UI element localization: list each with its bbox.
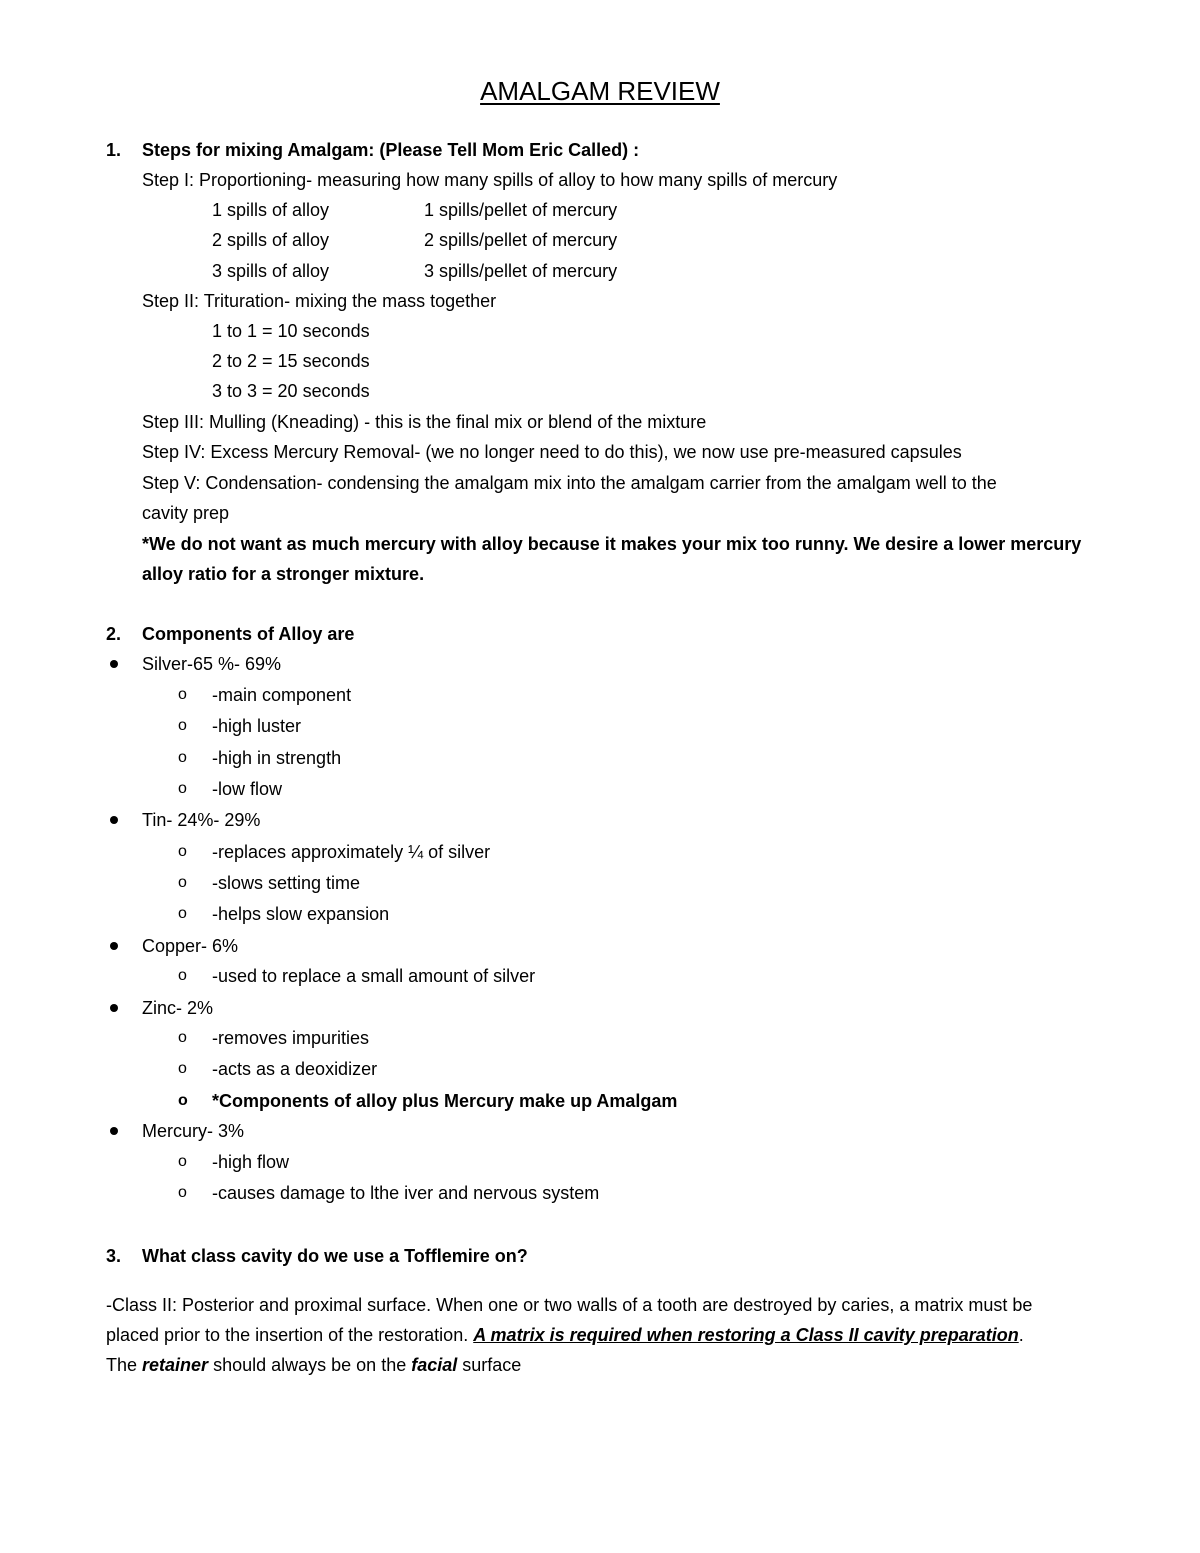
circle-bullet-icon: o: [178, 905, 187, 922]
bullet-icon: [110, 660, 118, 668]
component-detail: -replaces approximately ¼ of silver: [212, 842, 491, 862]
step-4: Step IV: Excess Mercury Removal- (we no longer need to do this), we now use pre-measured capsules: [142, 442, 962, 462]
circle-bullet-icon: o: [178, 843, 187, 860]
circle-bullet-icon: o: [178, 1184, 187, 1201]
section-2-number: 2.: [106, 624, 122, 644]
ratio-alloy: 1 spills of alloy: [212, 200, 330, 220]
ratio-mercury: 2 spills/pellet of mercury: [424, 230, 618, 250]
circle-bullet-icon: o: [178, 967, 187, 984]
trituration-time: 1 to 1 = 10 seconds: [212, 321, 370, 341]
paragraph-text: should always be on the: [208, 1355, 412, 1375]
circle-bullet-icon: o: [178, 874, 187, 891]
component-detail: -low flow: [212, 779, 283, 799]
circle-bullet-icon: o: [178, 717, 187, 734]
facial-emphasis: facial: [411, 1355, 458, 1375]
ratio-alloy: 3 spills of alloy: [212, 261, 330, 281]
paragraph-text: surface: [457, 1355, 522, 1375]
amalgam-components-note: *Components of alloy plus Mercury make up Amalgam: [212, 1091, 678, 1111]
component-tin: Tin- 24%- 29%: [142, 810, 261, 830]
component-detail: -acts as a deoxidizer: [212, 1059, 378, 1079]
circle-bullet-icon: o: [178, 780, 187, 797]
mercury-note-line-1: *We do not want as much mercury with alloy because it makes your mix too runny. We desire a lower mercury: [142, 534, 1082, 554]
class-ii-paragraph-line-1: -Class II: Posterior and proximal surface. When one or two walls of a tooth are destroyed by caries, a matrix must be: [106, 1295, 1033, 1315]
section-3-number: 3.: [106, 1246, 122, 1266]
section-3-heading: What class cavity do we use a Tofflemire on?: [142, 1246, 528, 1266]
component-detail: -removes impurities: [212, 1028, 370, 1048]
ratio-alloy: 2 spills of alloy: [212, 230, 330, 250]
circle-bullet-icon: o: [178, 1092, 188, 1109]
bullet-icon: [110, 816, 118, 824]
trituration-time: 3 to 3 = 20 seconds: [212, 381, 370, 401]
ratio-mercury: 3 spills/pellet of mercury: [424, 261, 618, 281]
bullet-icon: [110, 942, 118, 950]
mercury-note-line-2: alloy ratio for a stronger mixture.: [142, 564, 425, 584]
component-detail: -used to replace a small amount of silver: [212, 966, 536, 986]
component-mercury: Mercury- 3%: [142, 1121, 245, 1141]
component-detail: -high flow: [212, 1152, 290, 1172]
class-ii-paragraph-line-2: [106, 1323, 1024, 1347]
step-3: Step III: Mulling (Kneading) - this is the final mix or blend of the mixture: [142, 412, 707, 432]
bullet-icon: [110, 1127, 118, 1135]
component-detail: -helps slow expansion: [212, 904, 390, 924]
step-5-line-2: cavity prep: [142, 503, 230, 523]
component-copper: Copper- 6%: [142, 936, 239, 956]
step-2: Step II: Trituration- mixing the mass together: [142, 291, 497, 311]
paragraph-text: .: [1018, 1325, 1024, 1345]
document-title: AMALGAM REVIEW: [480, 76, 720, 106]
circle-bullet-icon: o: [178, 1029, 187, 1046]
section-2-heading: Components of Alloy are: [142, 624, 355, 644]
section-1-heading: Steps for mixing Amalgam: (Please Tell Mom Eric Called) :: [142, 140, 640, 160]
bullet-icon: [110, 1004, 118, 1012]
circle-bullet-icon: o: [178, 749, 187, 766]
ratio-mercury: 1 spills/pellet of mercury: [424, 200, 618, 220]
matrix-requirement-emphasis: A matrix is required when restoring a Class II cavity preparation: [473, 1325, 1019, 1345]
component-detail: -high in strength: [212, 748, 342, 768]
section-1-number: 1.: [106, 140, 122, 160]
component-silver: Silver-65 %- 69%: [142, 654, 282, 674]
step-1: Step I: Proportioning- measuring how many spills of alloy to how many spills of mercury: [142, 170, 838, 190]
paragraph-text: The: [106, 1355, 143, 1375]
step-5-line-1: Step V: Condensation- condensing the amalgam mix into the amalgam carrier from the amalgam well to the: [142, 473, 997, 493]
retainer-emphasis: retainer: [142, 1355, 209, 1375]
component-detail: -high luster: [212, 716, 302, 736]
paragraph-text: placed prior to the insertion of the restoration.: [106, 1325, 474, 1345]
circle-bullet-icon: o: [178, 686, 187, 703]
class-ii-paragraph-line-3: [106, 1353, 521, 1377]
trituration-time: 2 to 2 = 15 seconds: [212, 351, 370, 371]
component-detail: -main component: [212, 685, 352, 705]
component-zinc: Zinc- 2%: [142, 998, 214, 1018]
component-detail: -causes damage to lthe iver and nervous system: [212, 1183, 600, 1203]
circle-bullet-icon: o: [178, 1153, 187, 1170]
circle-bullet-icon: o: [178, 1060, 187, 1077]
component-detail: -slows setting time: [212, 873, 361, 893]
